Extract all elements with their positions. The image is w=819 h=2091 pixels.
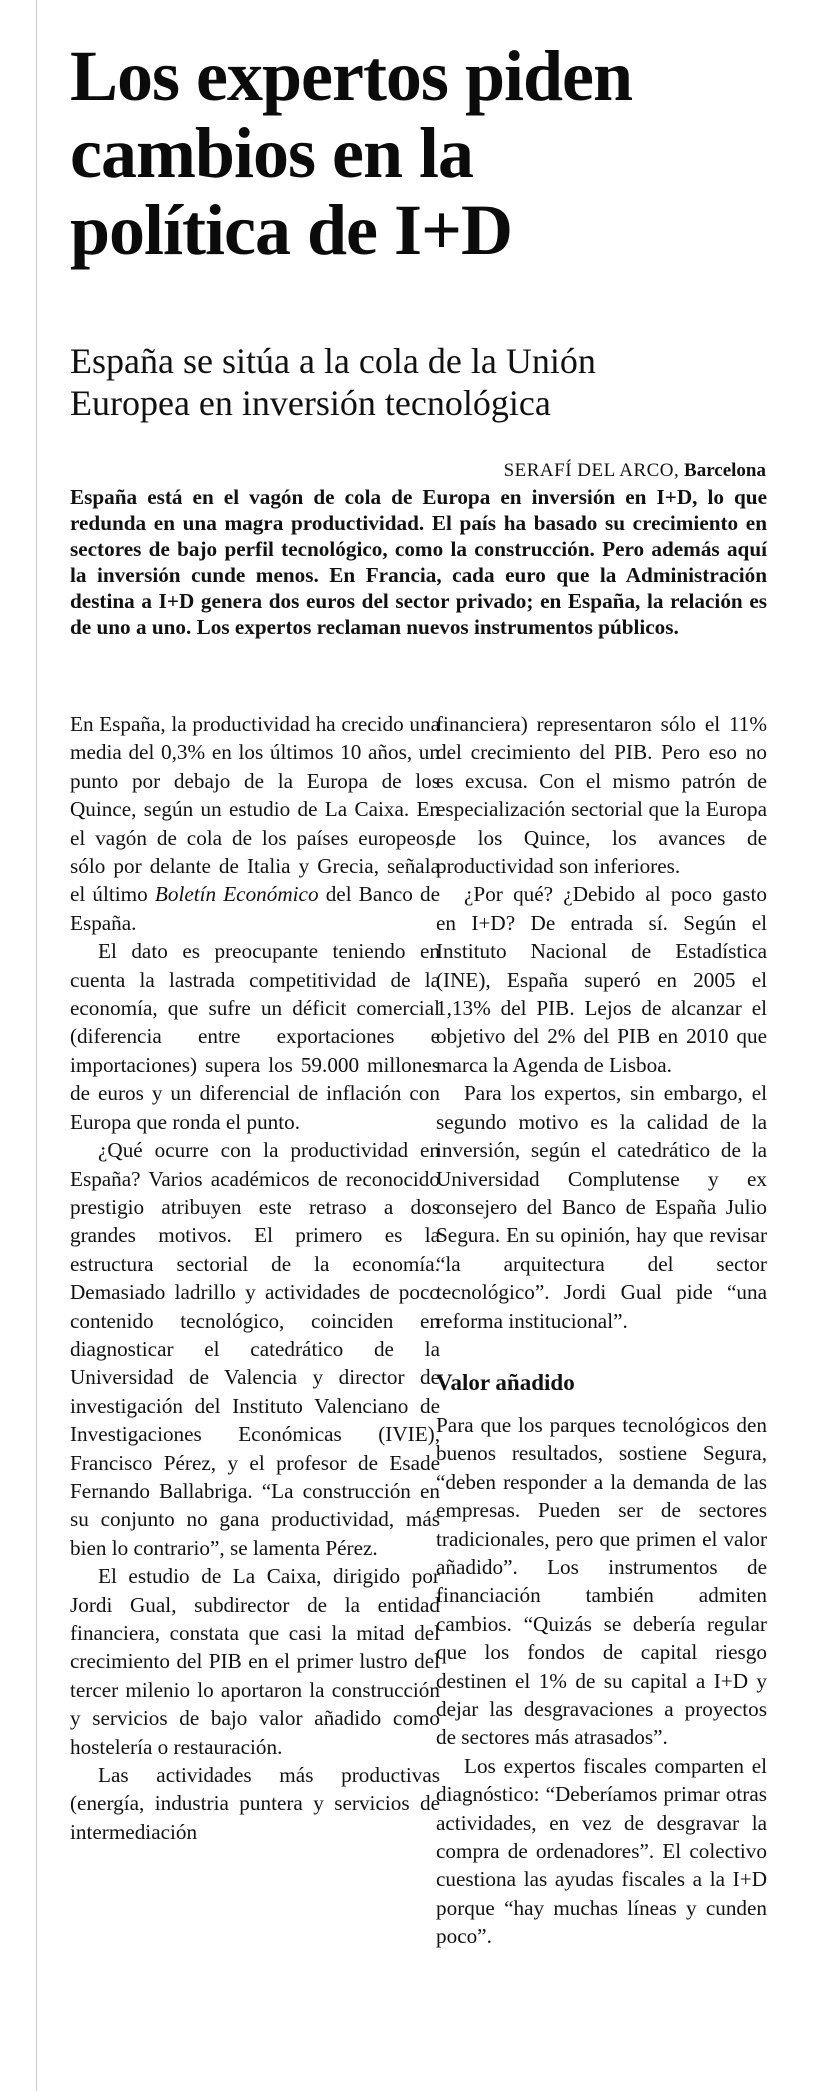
left-paragraph-1 — [70, 710, 440, 937]
left-p1-text-b: del Banco de España. — [70, 882, 440, 935]
byline-city: Barcelona — [684, 460, 766, 481]
right-paragraph-2: ¿Por qué? ¿Debido al poco gasto en I+D? De entrada sí. Según el Instituto Nacional de Estadística (INE), España superó en 2005 el 1,13% del PIB. Lejos de alcanzar el objetivo del 2% del PIB en 2010 que marca la Agenda de Lisboa. — [436, 882, 767, 1077]
headline-line-3: política de I+D — [70, 190, 513, 270]
headline-line-2: cambios en la — [70, 113, 474, 193]
subhead-line-1: España se sitúa a la cola de la Unión — [70, 341, 596, 381]
left-paragraph-4: El estudio de La Caixa, dirigido por Jordi Gual, subdirector de la entidad financiera, constata que casi la mitad del crecimiento del PIB en el primer lustro del tercer milenio lo aportaron la construcción y servicios de bajo valor añadido como hostelería o restauración. — [70, 1564, 440, 1759]
right-paragraph-5: Los expertos fiscales comparten el diagnóstico: “Deberíamos primar otras actividades, en vez de desgravar la compra de ordenadores”. El colectivo cuestiona las ayudas fiscales a la I+D porque “hay muchas líneas y cunden poco”. — [436, 1753, 767, 1949]
left-p1-italic-title: Boletín Económico — [154, 882, 319, 907]
body-column-left — [70, 710, 440, 1846]
right-paragraph-3: Para los expertos, sin embargo, el segundo motivo es la calidad de la inversión, según el catedrático de la Universidad Complutense y ex consejero del Banco de España Julio Segura. En su opinión, hay que revisar “la arquitectura del sector tecnológico”. Jordi Gual pide “una reforma institucional”. — [436, 1081, 767, 1333]
left-paragraph-2: El dato es preocupante teniendo en cuenta la lastrada competitividad de la economía, que sufre un déficit comercial (diferencia entre exportaciones e importaciones) supera los 59.000 millones de euros y un diferencial de inflación con Europa que ronda el punto. — [70, 939, 440, 1134]
headline-line-1: Los expertos piden — [70, 36, 633, 116]
left-p1-text-a: En España, la productividad ha crecido una media del 0,3% en los últimos 10 años, un punto por debajo de la Europa de los Quince, según un estudio de La Caixa. En el vagón de cola de los países europeos, sólo por delante de Italia y Grecia, señala el último — [70, 712, 440, 907]
body-column-right — [436, 710, 767, 1951]
headline — [70, 38, 770, 269]
subheadline — [70, 340, 760, 424]
left-margin-rule — [36, 0, 37, 2091]
byline — [504, 460, 766, 482]
section-title: Valor añadido — [436, 1369, 575, 1395]
left-paragraph-5: Las actividades más productivas (energía, industria puntera y servicios de intermediación — [70, 1763, 440, 1844]
right-paragraph-1: financiera) representaron sólo el 11% del crecimiento del PIB. Pero eso no es excusa. Con el mismo patrón de especialización sectorial que la Europa de los Quince, los avances de productividad son inferiores. — [436, 712, 767, 879]
right-paragraph-4: Para que los parques tecnológicos den buenos resultados, sostiene Segura, “deben responder a la demanda de las empresas. Pueden ser de sectores tradicionales, pero que primen el valor añadido”. Los instrumentos de financiación también admiten cambios. “Quizás se debería regular que los fondos de capital riesgo destinen el 1% de su capital a I+D y dejar las desgravaciones a proyectos de sectores más atrasados”. — [436, 1412, 767, 1750]
lead-paragraph: España está en el vagón de cola de Europa en inversión en I+D, lo que redunda en una magra productividad. El país ha basado su crecimiento en sectores de bajo perfil tecnológico, como la construcción. Pero además aquí la inversión cunde menos. En Francia, cada euro que la Administración destina a I+D genera dos euros del sector privado; en España, la relación es de uno a uno. Los expertos reclaman nuevos instrumentos públicos. — [70, 485, 767, 639]
subhead-line-2: Europea en inversión tecnológica — [70, 383, 551, 423]
left-paragraph-3: ¿Qué ocurre con la productividad en España? Varios académicos de reconocido prestigio atribuyen este retraso a dos grandes motivos. El primero es la estructura sectorial de la economía. Demasiado ladrillo y actividades de poco contenido tecnológico, coinciden en diagnosticar el catedrático de la Universidad de Valencia y director de investigación del Instituto Valenciano de Investigaciones Económicas (IVIE), Francisco Pérez, y el profesor de Esade Fernando Ballabriga. “La construcción en su conjunto no gana productividad, más bien lo contrario”, se lamenta Pérez. — [70, 1138, 440, 1560]
byline-author: SERAFÍ DEL ARCO, — [503, 460, 680, 481]
